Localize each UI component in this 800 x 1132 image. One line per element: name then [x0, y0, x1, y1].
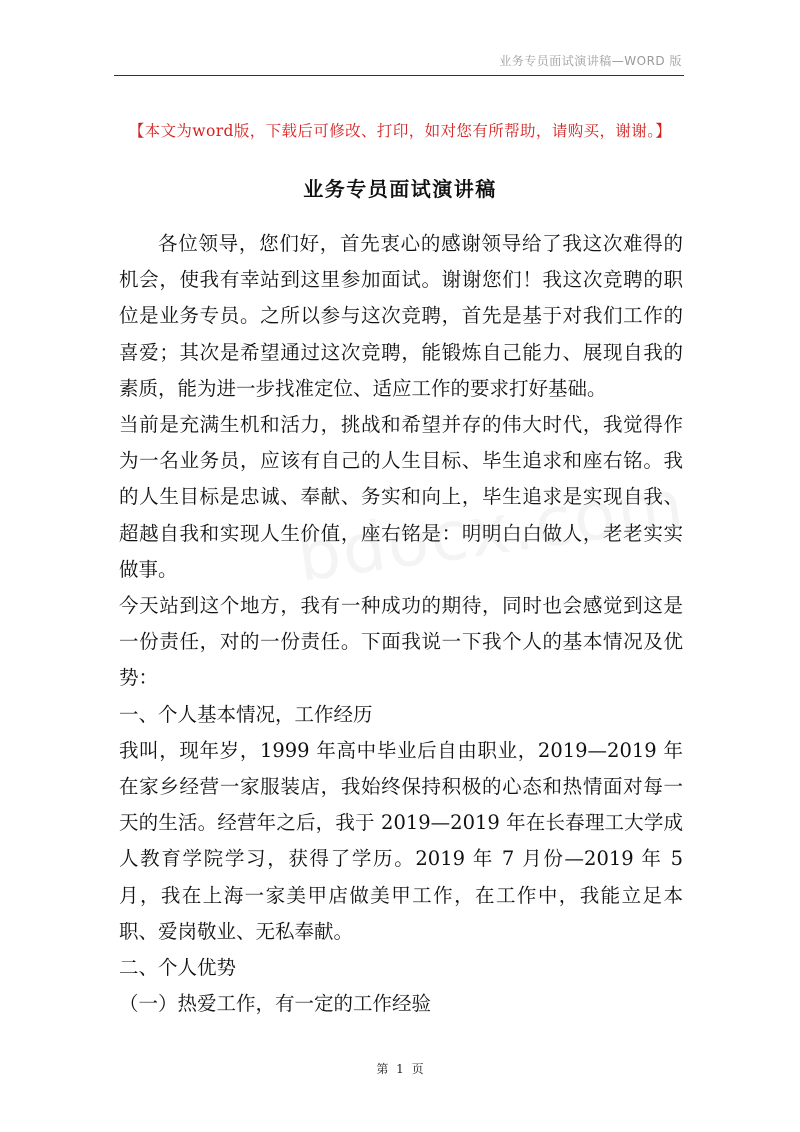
section-heading-basic-info: 一、个人基本情况，工作经历	[119, 702, 373, 726]
header-divider	[114, 75, 684, 76]
running-header: 业务专员面试演讲稿—WORD 版	[499, 54, 682, 68]
page-number: 第 1 页	[376, 1062, 424, 1076]
document-body	[119, 226, 683, 1022]
paragraph-greeting: 各位领导，您们好，首先衷心的感谢领导给了我这次难得的机会，使我有幸站到这里参加面试。谢谢您们！我这次竞聘的职位是业务专员。之所以参与这次竞聘，首先是基于对我们工作的喜爱；其次是希望通过这次竞聘，能锻炼自己能力、展现自我的素质，能为进一步找准定位、适应工作的要求打好基础。	[119, 232, 683, 400]
paragraph-expectation: 今天站到这个地方，我有一种成功的期待，同时也会感觉到这是一份责任，对的一份责任。下面我说一下我个人的基本情况及优势：	[119, 594, 683, 690]
paragraph-experience: 我叫，现年岁，1999 年高中毕业后自由职业，2019—2019 年在家乡经营一家服装店，我始终保持积极的心态和热情面对每一天的生活。经营年之后，我于 2019—2019 年在长春理工大学成人教育学院学习，获得了学历。2019 年 7 月份—2019 年 5 月，我在上海一家美甲店做美甲工作，在工作中，我能立足本职、爱岗敬业、无私奉献。	[119, 738, 683, 943]
section-heading-advantages: 二、个人优势	[119, 956, 237, 980]
paragraph-goals: 当前是充满生机和活力，挑战和希望并存的伟大时代，我觉得作为一名业务员，应该有自己的人生目标、毕生追求和座右铭。我的人生目标是忠诚、奉献、务实和向上，毕生追求是实现自我、超越自我和实现人生价值，座右铭是：明明白白做人，老老实实做事。	[119, 413, 683, 581]
subsection-heading-love-work: （一）热爱工作，有一定的工作经验	[119, 992, 432, 1016]
document-title: 业务专员面试演讲稿	[303, 177, 497, 201]
download-notice: 【本文为word版，下载后可修改、打印，如对您有所帮助，请购买，谢谢。】	[128, 122, 672, 140]
